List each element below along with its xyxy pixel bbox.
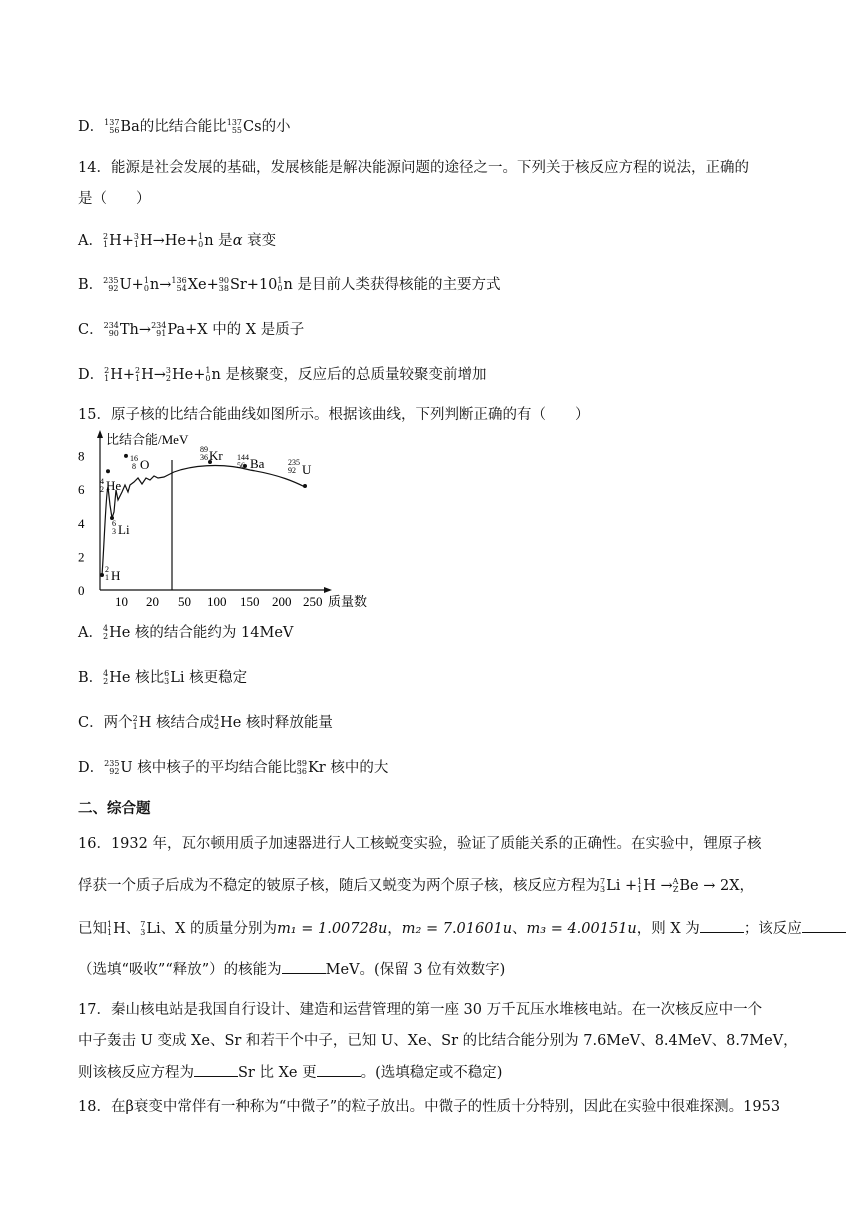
ba-mass-label: 144 <box>237 453 249 462</box>
data-point <box>124 454 128 458</box>
x-tick-label: 250 <box>303 594 323 609</box>
o-label: O <box>140 457 150 472</box>
q14-stem-line2: 是（ ） <box>78 191 151 207</box>
q15-option-b: B． 4 2 He 核比 6 3 Li 核更稳定 <box>78 669 248 686</box>
q16-blank-x[interactable] <box>700 918 744 933</box>
q17-line1: 17．秦山核电站是我国自行设计、建造和运营管理的第一座 30 万千瓦压水堆核电站。在一次核反应中一个 <box>78 1002 763 1018</box>
x-ticks <box>115 594 323 609</box>
kr-label: Kr <box>209 448 223 463</box>
q14-option-b: B． 235 92 U+ 1 0 n→ 136 54 Xe+ 90 38 Sr+10 1 0 n 是目前人类获得核能的主要方式 <box>78 276 501 293</box>
he-mass-label: 4 <box>100 477 104 486</box>
q16-blank-energy[interactable] <box>282 959 326 974</box>
li-label: Li <box>118 522 130 537</box>
y-tick-label: 8 <box>78 448 85 464</box>
binding-energy-chart <box>70 430 370 610</box>
q14-option-c: C． 234 90 Th→ 234 91 Pa+X 中的 X 是质子 <box>78 321 305 338</box>
q13-option-d: D． 137 56 Ba的比结合能比 137 55 Cs的小 <box>78 118 291 135</box>
y-tick-label: 0 <box>78 583 85 598</box>
q16-blank-type[interactable] <box>802 918 846 933</box>
q18-line1: 18．在β衰变中常伴有一种称为“中微子”的粒子放出。中微子的性质十分特别，因此在实验中很难探测。1953 <box>78 1099 781 1115</box>
q17-line3: 则该核反应方程为 Sr 比 Xe 更 。(选填稳定或不稳定) <box>78 1062 502 1083</box>
y-tick-label: 6 <box>78 482 85 498</box>
h-z-label: 1 <box>105 573 109 582</box>
x-tick-label: 20 <box>146 594 159 609</box>
binding-energy-curve <box>102 466 305 575</box>
x-tick-label: 150 <box>240 594 260 609</box>
u-mass-label: 235 <box>288 458 300 467</box>
y-ticks <box>78 449 85 598</box>
q16-line2: 俘获一个质子后成为不稳定的铍原子核，随后又蜕变为两个原子核，核反应方程为 7 3 Li + 1 1 H → A Z Be → 2X， <box>78 877 755 894</box>
q15-option-d: D． 235 92 U 核中核子的平均结合能比 89 36 Kr 核中的大 <box>78 759 389 776</box>
q17-line2: 中子轰击 U 变成 Xe、Sr 和若干个中子，已知 U、Xe、Sr 的比结合能分别为 7.6MeV、8.4MeV、8.7MeV， <box>78 1033 798 1049</box>
q17-blank-stability[interactable] <box>317 1062 361 1077</box>
x-axis-label: 质量数 <box>328 594 368 609</box>
ba-label: Ba <box>250 456 265 471</box>
data-point <box>303 484 307 488</box>
q16-line1: 16．1932 年，瓦尔顿用质子加速器进行人工核蜕变实验，验证了质能关系的正确性。在实验中，锂原子核 <box>78 836 762 852</box>
kr-mass-label: 89 <box>200 445 208 454</box>
x-tick-label: 10 <box>115 594 128 609</box>
o-mass-label: 16 <box>130 454 138 463</box>
y-axis-label: 比结合能/MeV <box>106 432 189 447</box>
y-tick-label: 4 <box>78 515 85 531</box>
kr-z-label: 36 <box>200 453 208 462</box>
section-heading: 二、综合题 <box>78 801 151 817</box>
o-z-label: 8 <box>132 462 136 471</box>
q14-option-d: D． 2 1 H+ 2 1 H→ 3 2 He+ 1 0 n 是核聚变，反应后的总质量较聚变前增加 <box>78 366 487 383</box>
li-mass-label: 6 <box>112 519 116 528</box>
li-z-label: 3 <box>112 527 116 536</box>
y-tick-label: 2 <box>78 549 85 565</box>
data-points <box>100 454 307 577</box>
he-label: He <box>106 478 122 493</box>
h-label: H <box>111 568 121 583</box>
q14-option-a: A． 2 1 H+ 3 1 H→He+ 1 0 n 是α 衰变 <box>78 232 277 249</box>
x-tick-label: 200 <box>272 594 292 609</box>
data-point <box>100 573 104 577</box>
ba-z-label: 56 <box>237 461 245 470</box>
x-tick-label: 50 <box>178 594 191 609</box>
q17-blank-equation[interactable] <box>194 1062 238 1077</box>
x-axis-arrow <box>324 587 332 593</box>
data-point <box>106 469 110 473</box>
q16-line4: （选填“吸收”“释放”）的核能为 MeV。(保留 3 位有效数字) <box>78 959 505 980</box>
q15-option-a: A． 4 2 He 核的结合能约为 14MeV <box>78 624 294 641</box>
he-z-label: 2 <box>100 485 104 494</box>
q15-option-c: C．两个 2 1 H 核结合成 4 2 He 核时释放能量 <box>78 714 333 731</box>
u-z-label: 92 <box>288 466 296 475</box>
q15-stem: 15．原子核的比结合能曲线如图所示。根据该曲线，下列判断正确的有（ ） <box>78 407 590 423</box>
y-axis-arrow <box>97 430 103 438</box>
q16-line3: 已知 1 1 H、 7 3 Li、X 的质量分别为m₁ = 1.00728u，m₂ = 7.01601u、m₃ = 4.00151u，则 X 为 ；该反应 <box>78 918 846 939</box>
h-mass-label: 2 <box>105 565 109 574</box>
q14-stem-line1: 14．能源是社会发展的基础，发展核能是解决能源问题的途径之一。下列关于核反应方程的说法，正确的 <box>78 160 749 176</box>
u-label: U <box>302 462 312 477</box>
x-tick-label: 100 <box>207 594 227 609</box>
